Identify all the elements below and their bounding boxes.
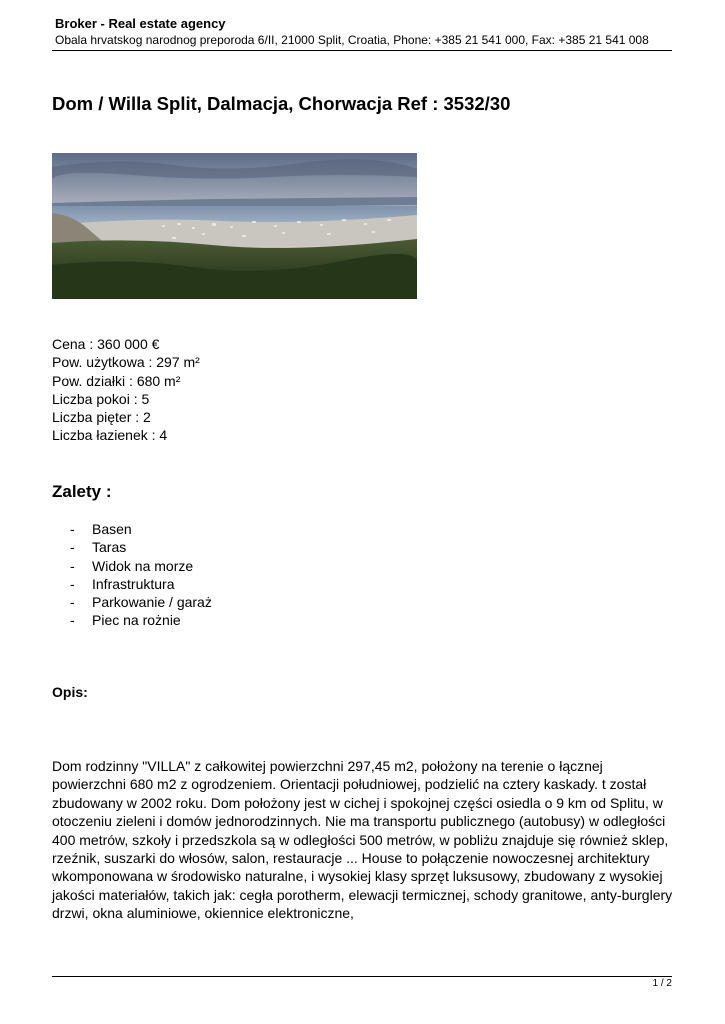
company-address: Obala hrvatskog narodnog preporoda 6/II, 21000 Split, Croatia, Phone: +385 21 541 000, Fax: +385 21 541 008 (55, 33, 649, 47)
feature-label: Parkowanie / garaż (92, 594, 212, 611)
list-dash: - (70, 575, 75, 592)
feature-label: Piec na rożnie (92, 612, 181, 629)
feature-label: Infrastruktura (92, 575, 175, 592)
feature-label: Widok na morze (92, 557, 194, 574)
room-count: Liczba pokoi : 5 (52, 390, 150, 407)
features-heading: Zalety : (52, 482, 112, 501)
features-list (70, 520, 212, 630)
feature-label: Taras (92, 539, 127, 556)
price: Cena : 360 000 € (52, 336, 160, 352)
list-item (70, 557, 212, 575)
description-heading: Opis: (52, 684, 88, 700)
footer-divider (52, 976, 672, 977)
list-item (70, 520, 212, 538)
header-divider (52, 50, 672, 51)
floor-count: Liczba pięter : 2 (52, 409, 151, 426)
listing-title: Dom / Willa Split, Dalmacja, Chorwacja Ref : 3532/30 (52, 93, 511, 114)
list-dash: - (70, 539, 75, 556)
list-dash: - (70, 557, 75, 574)
usable-area: Pow. użytkowa : 297 m² (52, 354, 200, 371)
list-dash: - (70, 594, 75, 611)
document-header (55, 15, 672, 48)
description-text: Dom rodzinny "VILLA" z całkowitej powierzchni 297,45 m2, położony na terenie o łącznej powierzchni 680 m2 z ogrodzeniem. Orientacji południowej, podzielić na cztery kaskady. t został zbudowany w 2002 roku. Dom położony jest w cichej i spokojnej części osiedla o 9 km od Splitu, w otoczeniu zieleni i domów jednorodzinnych. Nie ma transportu publicznego (autobusy) w odległości 400 metrów, szkoły i przedszkola są w odległości 500 metrów, w pobliżu znajduje się również sklep, rzeźnik, suszarki do włosów, salon, restauracje ... House to połączenie nowoczesnej architektury wkomponowana w środowisko naturalne, i wysokiej klasy sprzęt luksusowy, zbudowany z wysokiej jakości materiałów, takich jak: cegła porotherm, elewacji termicznej, schody granitowe, anty-burglery drzwi, okna aluminiowe, okiennice elektroniczne, (52, 758, 673, 922)
list-item (70, 593, 212, 611)
property-photo (52, 153, 417, 299)
page-number: 1 / 2 (652, 978, 672, 989)
property-facts (52, 335, 200, 445)
bathroom-count: Liczba łazienek : 4 (52, 427, 168, 444)
plot-area: Pow. działki : 680 m² (52, 372, 181, 389)
list-item (70, 538, 212, 556)
list-dash: - (70, 612, 75, 629)
feature-label: Basen (92, 521, 132, 537)
company-name: Broker - Real estate agency (55, 16, 226, 31)
list-dash: - (70, 521, 75, 537)
list-item (70, 611, 212, 629)
list-item (70, 575, 212, 593)
